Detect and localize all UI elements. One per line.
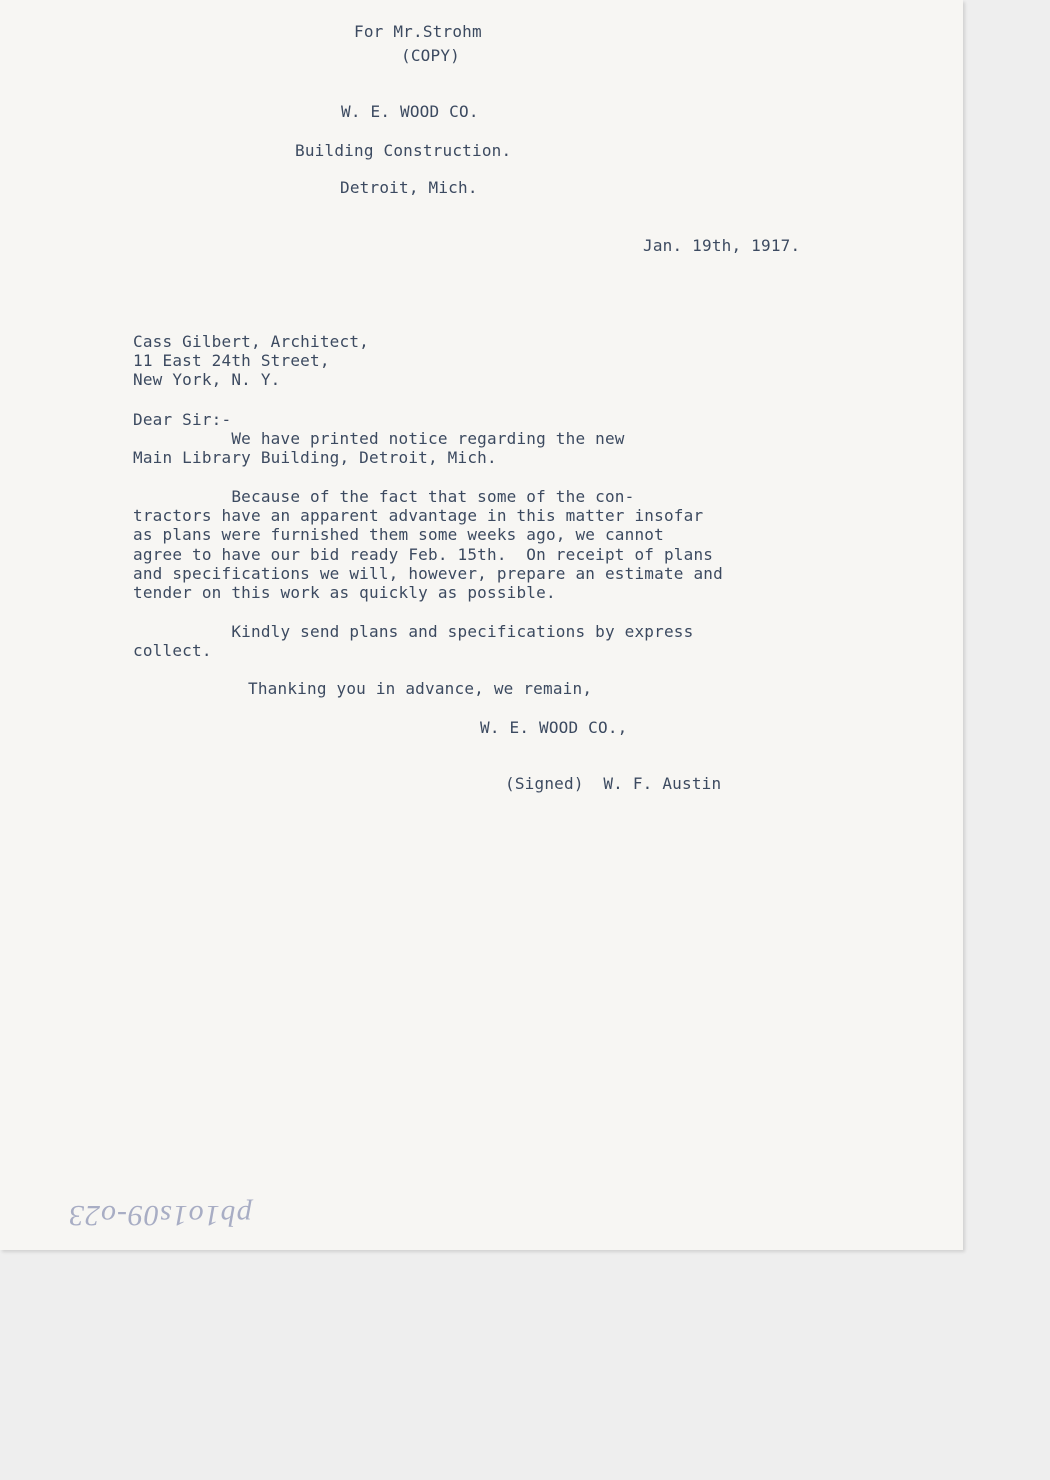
recipient-address — [133, 332, 369, 390]
closing-line: Thanking you in advance, we remain, — [248, 679, 593, 698]
paragraph-1 — [133, 429, 625, 467]
paragraph-line: Main Library Building, Detroit, Mich. — [133, 448, 497, 468]
company-location: Detroit, Mich. — [340, 178, 478, 197]
paragraph-line: and specifications we will, however, prepare an estimate and — [133, 563, 723, 583]
paragraph-line: We have printed notice regarding the new — [133, 429, 625, 448]
company-business: Building Construction. — [295, 141, 512, 160]
letter-date: Jan. 19th, 1917. — [643, 236, 801, 255]
paragraph-line: tractors have an apparent advantage in this matter insofar — [133, 506, 704, 526]
archive-number-stamp: pb1o1s09-o23 — [68, 1199, 252, 1232]
paragraph-2 — [133, 487, 723, 602]
recipient-city: New York, N. Y. — [133, 370, 281, 390]
paragraph-line: as plans were furnished them some weeks ago, we cannot — [133, 525, 664, 545]
paragraph-line: collect. — [133, 641, 212, 661]
paragraph-line: Because of the fact that some of the con- — [133, 487, 635, 506]
signature-company: W. E. WOOD CO., — [480, 718, 628, 737]
salutation: Dear Sir:- — [133, 410, 232, 429]
recipient-name: Cass Gilbert, Architect, — [133, 332, 369, 351]
paragraph-line: tender on this work as quickly as possible. — [133, 583, 556, 603]
paragraph-3 — [133, 622, 693, 660]
signature-signed: (Signed) W. F. Austin — [505, 774, 722, 793]
company-name: W. E. WOOD CO. — [341, 102, 479, 121]
recipient-street: 11 East 24th Street, — [133, 351, 330, 371]
for-line: For Mr.Strohm — [354, 22, 482, 41]
paragraph-line: Kindly send plans and specifications by express — [133, 622, 694, 641]
copy-label: (COPY) — [401, 46, 460, 65]
paragraph-line: agree to have our bid ready Feb. 15th. On receipt of plans — [133, 544, 714, 564]
